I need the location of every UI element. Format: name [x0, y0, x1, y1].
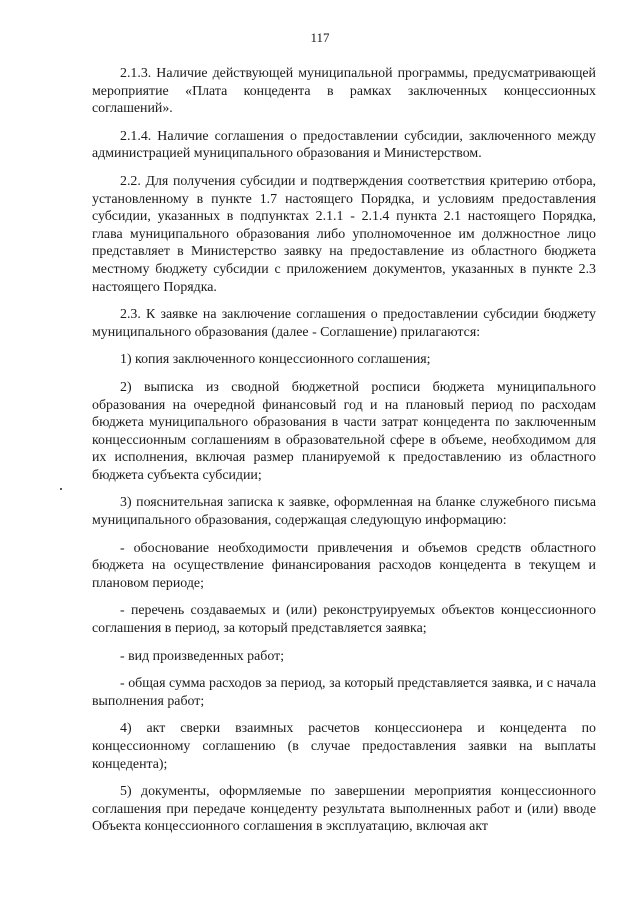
page-number: 117 — [310, 30, 330, 45]
sub-item-justification: - обоснование необходимости привлечения и объемов средств областного бюджета на осуществление финансирования расходов концедента в текущем и плановом периоде; — [92, 540, 596, 591]
sub-item-total-expenses: - общая сумма расходов за период, за который представляется заявка, и с начала выполнения работ; — [92, 676, 596, 709]
list-item-4: 4) акт сверки взаимных расчетов концессионера и концедента по концессионному соглашению (в случае предоставления заявки на выплаты концедента); — [92, 721, 596, 772]
list-item-1: 1) копия заключенного концессионного соглашения; — [120, 352, 431, 368]
paragraph-2-1-3: 2.1.3. Наличие действующей муниципальной программы, предусматривающей мероприятие «Плата концедента в рамках заключенных концессионных соглашений». — [92, 66, 596, 117]
paragraph-2-1-4: 2.1.4. Наличие соглашения о предоставлении субсидии, заключенного между администрацией муниципального образования и Министерством. — [92, 128, 596, 162]
list-item-3: 3) пояснительная записка к заявке, оформленная на бланке служебного письма муниципального образования, содержащая следующую информацию: — [92, 495, 596, 529]
paragraph-2-2: 2.2. Для получения субсидии и подтверждения соответствия критерию отбора, установленному в пункте 1.7 настоящего Порядка, и условиям предоставления субсидии, указанных в подпунктах 2.1.1 - 2.1.4 пункта 2.1 настоящего Порядка, глава муниципального образования либо уполномоченное им должностное лицо представляет в Министерство заявку на предоставление из областного бюджета местному бюджету субсидии с приложением документов, указанных в пункте 2.3 настоящего Порядка. — [92, 173, 596, 295]
list-item-2: 2) выписка из сводной бюджетной росписи бюджета муниципального образования на очередной финансовый год и на плановый период по расходам бюджета муниципального образования в части затрат концедента по заключенным концессионным соглашениям в образовательной сфере в объеме, необходимом для их исполнения, включая размер планируемой к предоставлению из областного бюджета субъекта субсидии; — [92, 379, 596, 483]
document-body — [92, 65, 596, 846]
sub-item-objects-list: - перечень создаваемых и (или) реконструируемых объектов концессионного соглашения в период, за который представляется заявка; — [92, 603, 596, 637]
paragraph-2-3: 2.3. К заявке на заключение соглашения о предоставлении субсидии бюджету муниципального образования (далее - Соглашение) прилагаются: — [92, 307, 596, 340]
sub-item-work-type: - вид произведенных работ; — [120, 648, 285, 664]
margin-speck — [60, 488, 62, 490]
list-item-5: 5) документы, оформляемые по завершении мероприятия концессионного соглашения при передаче концеденту результата выполненных работ и (или) вводе Объекта концессионного соглашения в эксплуатацию, включая акт — [92, 784, 596, 835]
